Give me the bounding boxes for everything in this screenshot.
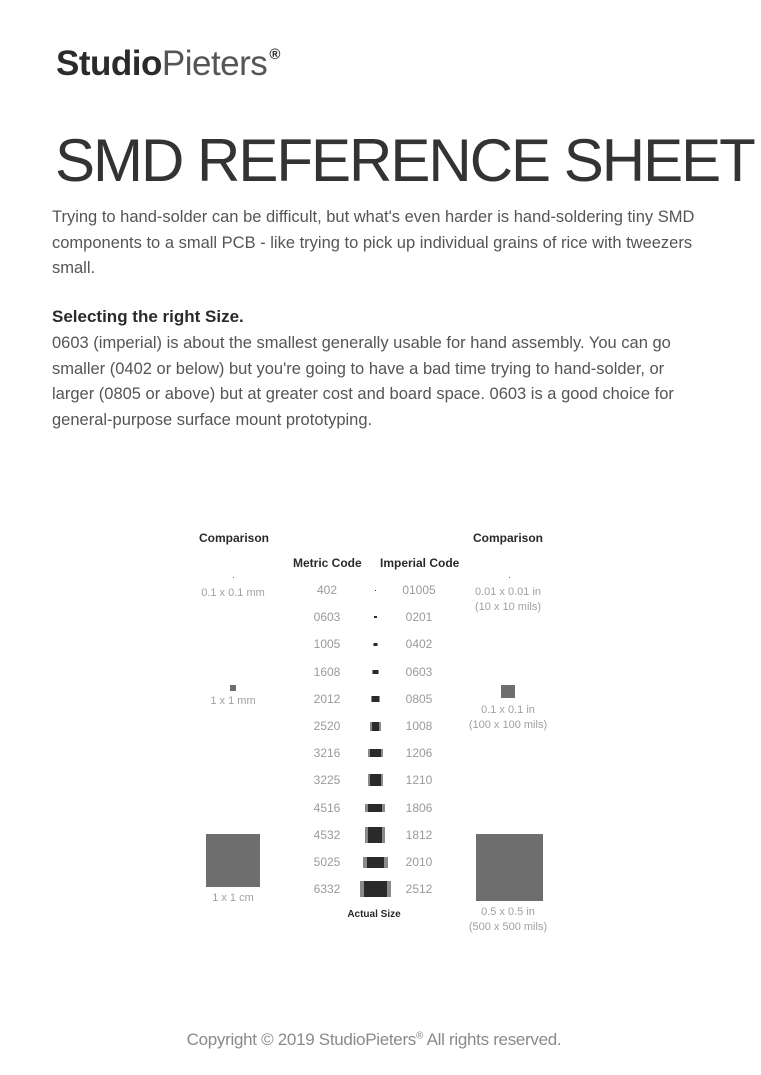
- solder-terminal-left: [373, 643, 374, 646]
- comparison-square-500mils: [476, 834, 543, 901]
- solder-terminal-left: [371, 696, 372, 702]
- smd-component-actual-size: [363, 857, 388, 868]
- metric-code-cell: 0603: [313, 610, 341, 625]
- left-comparison-header: Comparison: [199, 531, 270, 545]
- comparison-label-0-1mm: 0.1 x 0.1 mm: [201, 587, 265, 599]
- metric-code-cell: 1608: [313, 664, 341, 679]
- solder-terminal-left: [370, 722, 372, 731]
- metric-code-cell: 6332: [313, 882, 341, 897]
- copyright-registered-mark: ®: [416, 1030, 424, 1042]
- section-body: 0603 (imperial) is about the smallest generally usable for hand assembly. You can go smaller (0402 or below) but you're going to have a bad time trying to hand-solder, or larger (0805 or above) but at greater cost and board space. 0603 is a good choice for general-purpose surface mount prototyping.: [52, 334, 674, 429]
- comparison-square-10mils: [509, 577, 510, 578]
- comparison-square-1mm: [230, 685, 236, 691]
- comparison-label-500mils: [448, 905, 568, 935]
- right-comparison-header: Comparison: [473, 531, 544, 545]
- solder-terminal-left: [365, 827, 368, 843]
- smd-component-actual-size: [374, 616, 377, 618]
- comparison-square-0-1mm: [233, 577, 234, 578]
- intro-paragraph: Trying to hand-solder can be difficult, but what's even harder is hand-soldering tiny SMD components to a small PCB - like trying to pick up individual grains of rice with tweezers small.: [52, 208, 695, 277]
- imperial-code-cell: 01005: [402, 583, 436, 597]
- imperial-code-cell: 1210: [405, 773, 433, 788]
- section-heading: Selecting the right Size.: [52, 307, 244, 326]
- comparison-label-1mm: 1 x 1 mm: [210, 695, 256, 707]
- solder-terminal-right: [377, 643, 378, 646]
- solder-terminal-left: [365, 804, 368, 812]
- imperial-code-cell: 1812: [405, 827, 433, 842]
- comparison-label-100mils-mils: (100 x 100 mils): [468, 719, 548, 731]
- smd-component-actual-size: [368, 774, 383, 786]
- solder-terminal-left: [368, 749, 370, 757]
- smd-component-actual-size: [365, 827, 385, 843]
- smd-component-actual-size: [371, 696, 380, 702]
- logo-registered-mark: ®: [269, 46, 280, 63]
- imperial-code-cell: 2010: [405, 855, 433, 869]
- page-title: SMD REFERENCE SHEET: [55, 127, 754, 194]
- solder-terminal-right: [382, 827, 385, 843]
- solder-terminal-right: [382, 804, 385, 812]
- metric-code-cell: 3225: [313, 773, 341, 788]
- metric-code-cell: 2520: [313, 719, 341, 733]
- solder-terminal-left: [372, 670, 373, 674]
- smd-component-actual-size: [373, 643, 378, 646]
- solder-terminal-right: [381, 774, 383, 786]
- comparison-label-500mils-mils: (500 x 500 mils): [468, 921, 548, 933]
- comparison-label-500mils-size: 0.5 x 0.5 in: [481, 906, 535, 918]
- smd-component-actual-size: [375, 590, 376, 591]
- metric-code-cell: 402: [316, 583, 338, 597]
- copyright-rights: All rights reserved.: [423, 1030, 562, 1049]
- imperial-code-cell: 1008: [405, 719, 433, 733]
- metric-code-header: Metric Code: [293, 556, 362, 570]
- solder-terminal-right: [387, 881, 391, 897]
- imperial-code-cell: 0603: [405, 664, 433, 679]
- logo-bold: Studio: [56, 44, 162, 83]
- comparison-square-1cm: [206, 834, 260, 887]
- metric-code-cell: 2012: [313, 691, 341, 706]
- solder-terminal-left: [368, 774, 370, 786]
- imperial-code-cell: 2512: [405, 882, 433, 897]
- metric-code-cell: 4532: [313, 827, 341, 842]
- imperial-code-cell: 1806: [405, 800, 433, 815]
- metric-code-cell: 4516: [313, 800, 341, 815]
- smd-component-actual-size: [370, 722, 381, 731]
- comparison-label-100mils: [448, 703, 568, 733]
- logo-light: Pieters: [161, 44, 268, 83]
- smd-component-actual-size: [360, 881, 391, 897]
- imperial-code-cell: 0402: [405, 637, 433, 652]
- smd-component-actual-size: [365, 804, 385, 812]
- comparison-label-1cm: 1 x 1 cm: [212, 892, 254, 904]
- comparison-label-10mils-mils: (10 x 10 mils): [474, 601, 542, 613]
- imperial-code-cell: 1206: [405, 746, 433, 761]
- solder-terminal-left: [360, 881, 364, 897]
- imperial-code-header: Imperial Code: [380, 556, 460, 570]
- smd-component-actual-size: [368, 749, 383, 757]
- metric-code-cell: 3216: [313, 746, 341, 761]
- solder-terminal-right: [384, 857, 388, 868]
- comparison-label-10mils: [448, 585, 568, 615]
- imperial-code-cell: 0805: [405, 691, 433, 706]
- smd-component-actual-size: [372, 670, 379, 674]
- comparison-label-100mils-size: 0.1 x 0.1 in: [481, 704, 535, 716]
- solder-terminal-left: [363, 857, 367, 868]
- comparison-label-10mils-size: 0.01 x 0.01 in: [474, 586, 542, 598]
- copyright-notice: [0, 1030, 748, 1050]
- actual-size-label: Actual Size: [347, 909, 401, 920]
- metric-code-cell: 1005: [313, 637, 341, 652]
- comparison-square-100mils: [501, 685, 515, 698]
- solder-terminal-right: [378, 670, 379, 674]
- copyright-text: Copyright © 2019 StudioPieters: [186, 1030, 417, 1049]
- imperial-code-cell: 0201: [405, 610, 433, 625]
- metric-code-cell: 5025: [313, 855, 341, 869]
- solder-terminal-right: [381, 749, 383, 757]
- solder-terminal-right: [379, 722, 381, 731]
- solder-terminal-right: [379, 696, 380, 702]
